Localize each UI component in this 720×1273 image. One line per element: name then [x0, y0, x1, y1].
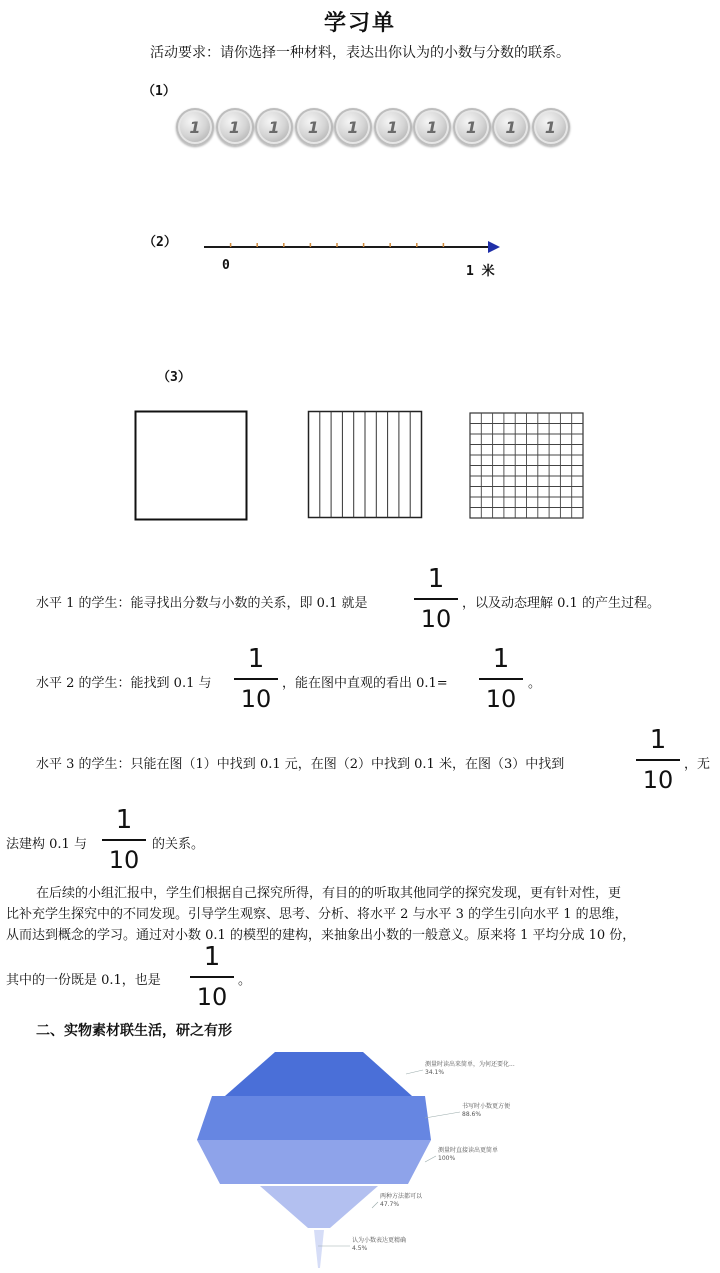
- funnel-label: 认为小数表达更精确: [352, 1237, 407, 1244]
- funnel-leader-line: [425, 1156, 436, 1162]
- funnel-leader-line: [372, 1202, 378, 1208]
- level3-text-d: 的关系。: [152, 837, 205, 852]
- funnel-value: 47.7%: [380, 1201, 400, 1208]
- item3-label: （3）: [157, 370, 191, 385]
- paragraph-line-4: 其中的一份既是 0.1，也是: [6, 973, 161, 988]
- level2-text-b: ，能在图中直观的看出 0.1=: [282, 676, 448, 691]
- fraction-numerator: 1: [115, 805, 133, 835]
- coin-row: [176, 108, 570, 146]
- coin-icon: 1: [334, 108, 372, 146]
- activity-requirement: 活动要求：请你选择一种材料，表达出你认为的小数与分数的联系。: [150, 45, 570, 61]
- fraction-1-10: [234, 644, 278, 714]
- fraction-denominator: 10: [420, 605, 452, 633]
- level3-text-c: 法建构 0.1 与: [6, 837, 87, 852]
- fraction-denominator: 10: [642, 766, 674, 794]
- fraction-numerator: 1: [247, 644, 265, 674]
- fraction-denominator: 10: [240, 685, 272, 713]
- number-line-arrow: [488, 241, 500, 253]
- fraction-1-10: [190, 942, 234, 1012]
- funnel-label: 两种方法都可以: [380, 1193, 423, 1200]
- fraction-denominator: 10: [485, 685, 517, 713]
- level2-text-c: 。: [528, 676, 542, 691]
- funnel-segment: [260, 1186, 378, 1228]
- level3-text-b: ，无: [684, 757, 711, 772]
- fraction-1-10: [479, 644, 523, 714]
- coin-icon: 1: [532, 108, 570, 146]
- coin-icon: 1: [216, 108, 254, 146]
- funnel-segment: [197, 1096, 431, 1140]
- coin-icon: 1: [374, 108, 412, 146]
- fraction-numerator: 1: [203, 942, 221, 972]
- funnel-segment: [225, 1052, 412, 1096]
- coin-icon: 1: [295, 108, 333, 146]
- level2-text-a: 水平 2 的学生：能找到 0.1 与: [36, 676, 212, 691]
- fraction-numerator: 1: [427, 564, 445, 594]
- funnel-label: 测量时读出来简单，为何还要化...: [425, 1061, 515, 1068]
- funnel-segment: [197, 1140, 431, 1184]
- fraction-numerator: 1: [492, 644, 510, 674]
- funnel-value: 100%: [438, 1155, 456, 1162]
- funnel-leader-line: [406, 1070, 423, 1074]
- paragraph-line-1: 在后续的小组汇报中，学生们根据自己探究所得，有目的的听取其他同学的探究发现，更有针对性，更: [36, 886, 622, 901]
- fraction-denominator: 10: [108, 846, 140, 874]
- number-line-end: 1 米: [466, 264, 495, 279]
- level3-text-a: 水平 3 的学生：只能在图（1）中找到 0.1 元，在图（2）中找到 0.1 米，在图（3）中找到: [36, 757, 565, 772]
- funnel-label: 书写时小数更方便: [462, 1103, 511, 1110]
- fraction-1-10: [102, 805, 146, 875]
- square-hundredths: [469, 412, 585, 520]
- level1-text-b: ，以及动态理解 0.1 的产生过程。: [462, 596, 660, 611]
- paragraph-line-2: 比补充学生探究中的不同发现。引导学生观察、思考、分析、将水平 2 与水平 3 的学生引向水平 1 的思维，: [6, 907, 628, 922]
- funnel-label: 测量时直接读出更简单: [438, 1147, 499, 1154]
- coin-icon: 1: [492, 108, 530, 146]
- square-whole: [134, 410, 250, 522]
- number-line-start: 0: [222, 258, 230, 273]
- paragraph-line-3: 从而达到概念的学习。通过对小数 0.1 的模型的建构，来抽象出小数的一般意义。原来将 1 平均分成 10 份，: [6, 928, 636, 943]
- item2-label: （2）: [143, 235, 177, 250]
- item1-label: （1）: [142, 84, 176, 99]
- coin-icon: 1: [413, 108, 451, 146]
- paragraph-line-4-end: 。: [238, 973, 252, 988]
- funnel-value: 34.1%: [425, 1069, 445, 1076]
- funnel-leader-line: [425, 1112, 460, 1118]
- level1-text-a: 水平 1 的学生：能寻找出分数与小数的关系，即 0.1 就是: [36, 596, 368, 611]
- coin-icon: 1: [176, 108, 214, 146]
- fraction-1-10: [414, 564, 458, 634]
- section2-title: 二、实物素材联生活，研之有形: [36, 1023, 232, 1039]
- funnel-value: 4.5%: [352, 1245, 368, 1252]
- page-title: 学习单: [323, 11, 396, 36]
- coin-icon: 1: [255, 108, 293, 146]
- square-tenths: [307, 410, 424, 520]
- funnel-segment: [314, 1230, 324, 1268]
- fraction-numerator: 1: [649, 725, 667, 755]
- funnel-chart: [180, 1048, 560, 1270]
- coin-icon: 1: [453, 108, 491, 146]
- number-line: [200, 236, 510, 256]
- fraction-1-10: [636, 725, 680, 795]
- funnel-value: 88.6%: [462, 1111, 482, 1118]
- fraction-denominator: 10: [196, 983, 228, 1011]
